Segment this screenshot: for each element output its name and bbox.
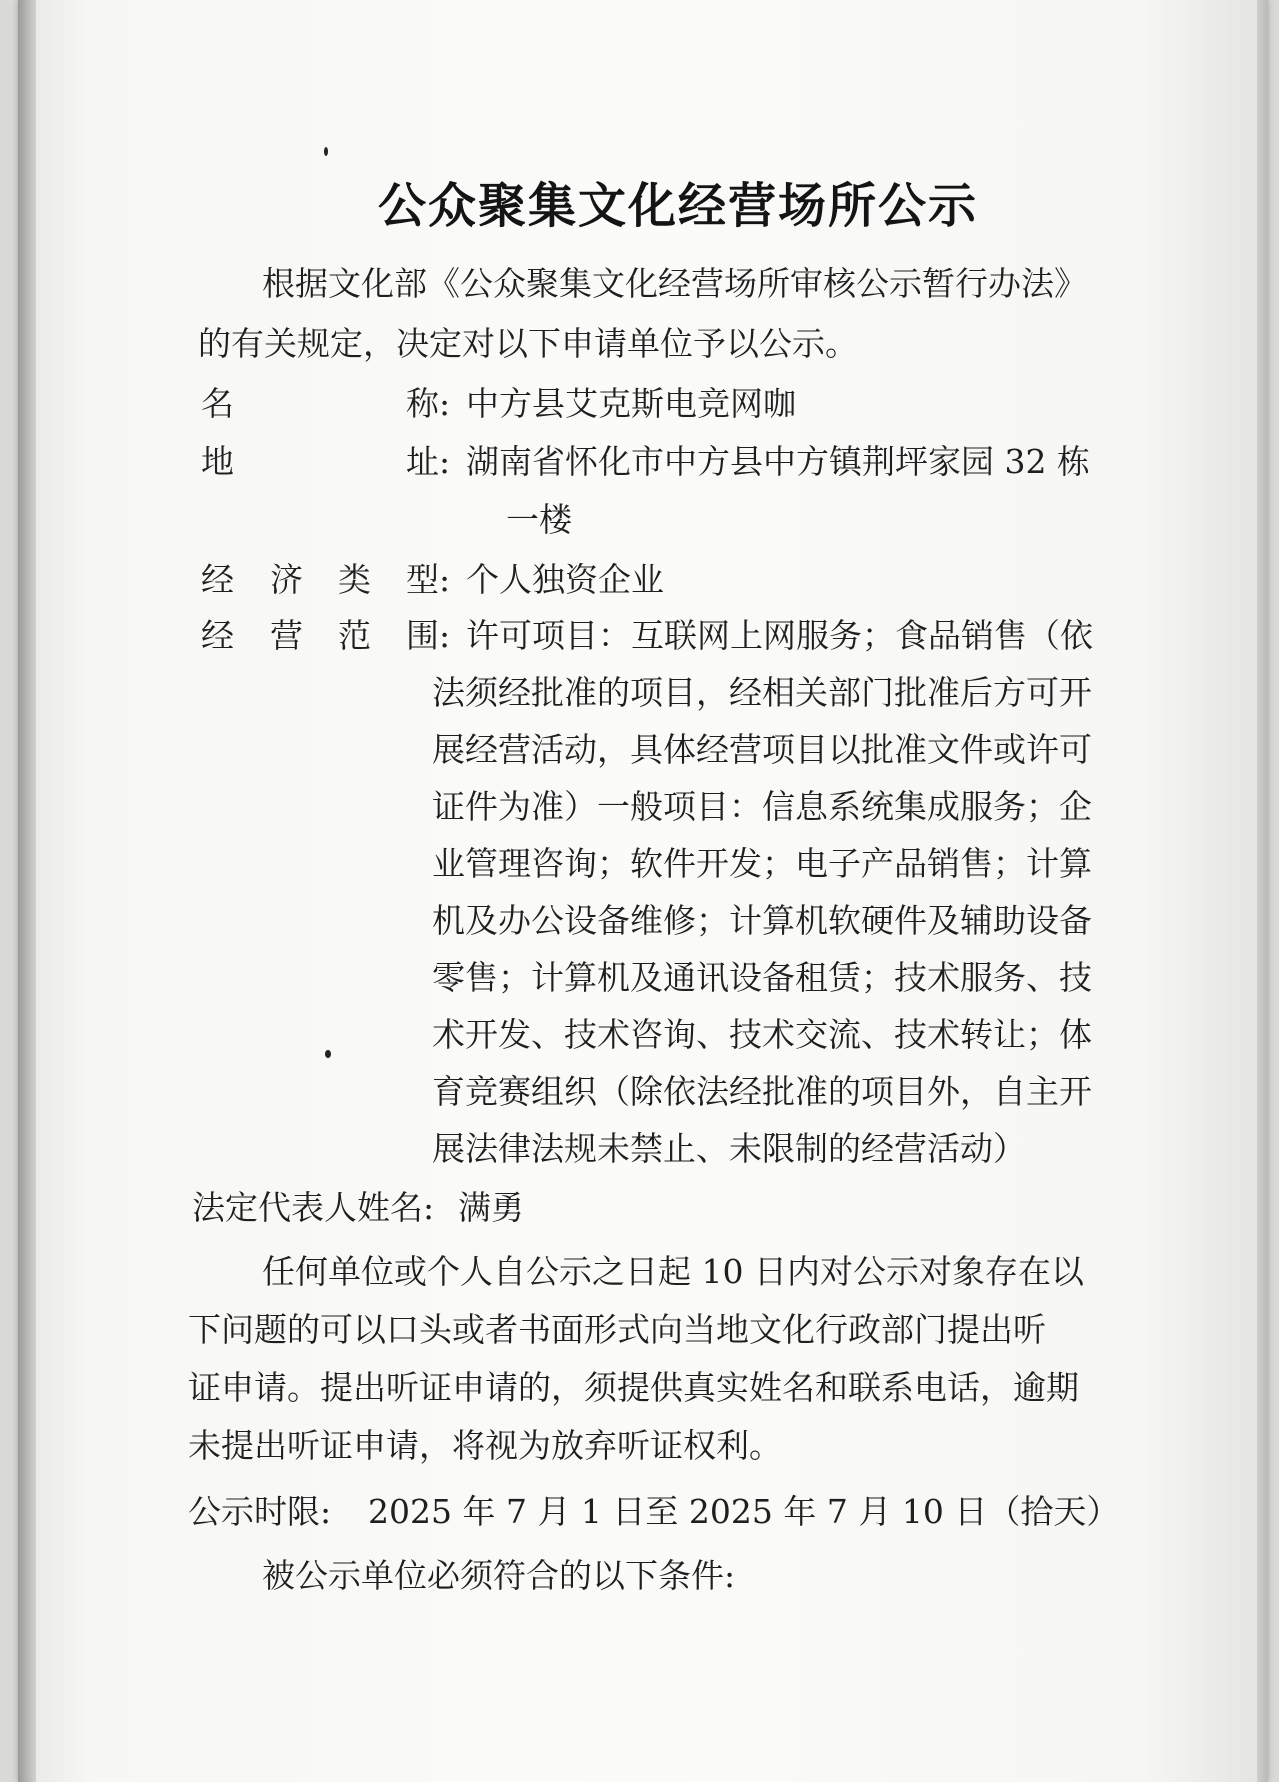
business-scope-line: 术开发、技术咨询、技术交流、技术转让；体 [432,1015,1092,1054]
economic-type-value: 个人独资企业 [466,560,664,599]
business-scope-line: 零售；计算机及通讯设备租赁；技术服务、技 [432,958,1092,997]
notice-line: 未提出听证申请，将视为放弃听证权利。 [188,1426,782,1465]
name-label-start: 名 [201,384,234,423]
address-value-line-2: 一楼 [506,500,572,539]
business-scope-line: 机及办公设备维修；计算机软硬件及辅助设备 [432,901,1092,940]
conditions-heading: 被公示单位必须符合的以下条件: [262,1556,736,1595]
name-label-end: 称: [406,384,451,423]
business-scope-line: 育竞赛组织（除依法经批准的项目外，自主开 [432,1072,1092,1111]
business-scope-label-char: 经 [201,616,234,655]
legal-rep-value: 满勇 [458,1188,524,1227]
business-scope-line: 业管理咨询；软件开发；电子产品销售；计算 [432,844,1092,883]
notice-line: 下问题的可以口头或者书面形式向当地文化行政部门提出听 [188,1310,1046,1349]
page-title: 公众聚集文化经营场所公示 [378,178,979,234]
notice-line: 任何单位或个人自公示之日起 10 日内对公示对象存在以 [262,1252,1084,1291]
address-label-start: 地 [201,442,234,481]
period-label: 公示时限: [188,1492,332,1531]
economic-type-label-char: 经 [201,560,234,599]
legal-rep-label: 法定代表人姓名: [192,1188,435,1227]
notice-line: 证申请。提出听证申请的，须提供真实姓名和联系电话，逾期 [188,1368,1079,1407]
address-value-line-1: 湖南省怀化市中方县中方镇荆坪家园 32 栋 [466,442,1090,481]
page-left-edge [18,0,36,1782]
ink-speck [324,147,328,156]
economic-type-label-char: 类 [338,560,371,599]
intro-line-1: 根据文化部《公众聚集文化经营场所审核公示暂行办法》 [262,264,1087,303]
business-scope-line: 证件为准）一般项目：信息系统集成服务；企 [432,787,1092,826]
economic-type-label-char: 型: [406,560,451,599]
name-value: 中方县艾克斯电竞网咖 [466,384,796,423]
business-scope-line: 展经营活动，具体经营项目以批准文件或许可 [432,730,1092,769]
document-page [18,0,1268,1782]
business-scope-line: 展法律法规未禁止、未限制的经营活动） [432,1129,1026,1168]
intro-line-2: 的有关规定，决定对以下申请单位予以公示。 [198,324,858,363]
business-scope-label-char: 围: [406,616,451,655]
period-value: 2025 年 7 月 1 日至 2025 年 7 月 10 日（拾天） [368,1492,1120,1531]
business-scope-line: 许可项目：互联网上网服务；食品销售（依 [466,616,1093,655]
economic-type-label-char: 济 [270,560,303,599]
page-right-edge [1257,0,1268,1782]
business-scope-label-char: 范 [338,616,371,655]
address-label-end: 址: [406,442,451,481]
ink-speck [325,1050,331,1058]
business-scope-label-char: 营 [270,616,303,655]
business-scope-line: 法须经批准的项目，经相关部门批准后方可开 [432,673,1092,712]
